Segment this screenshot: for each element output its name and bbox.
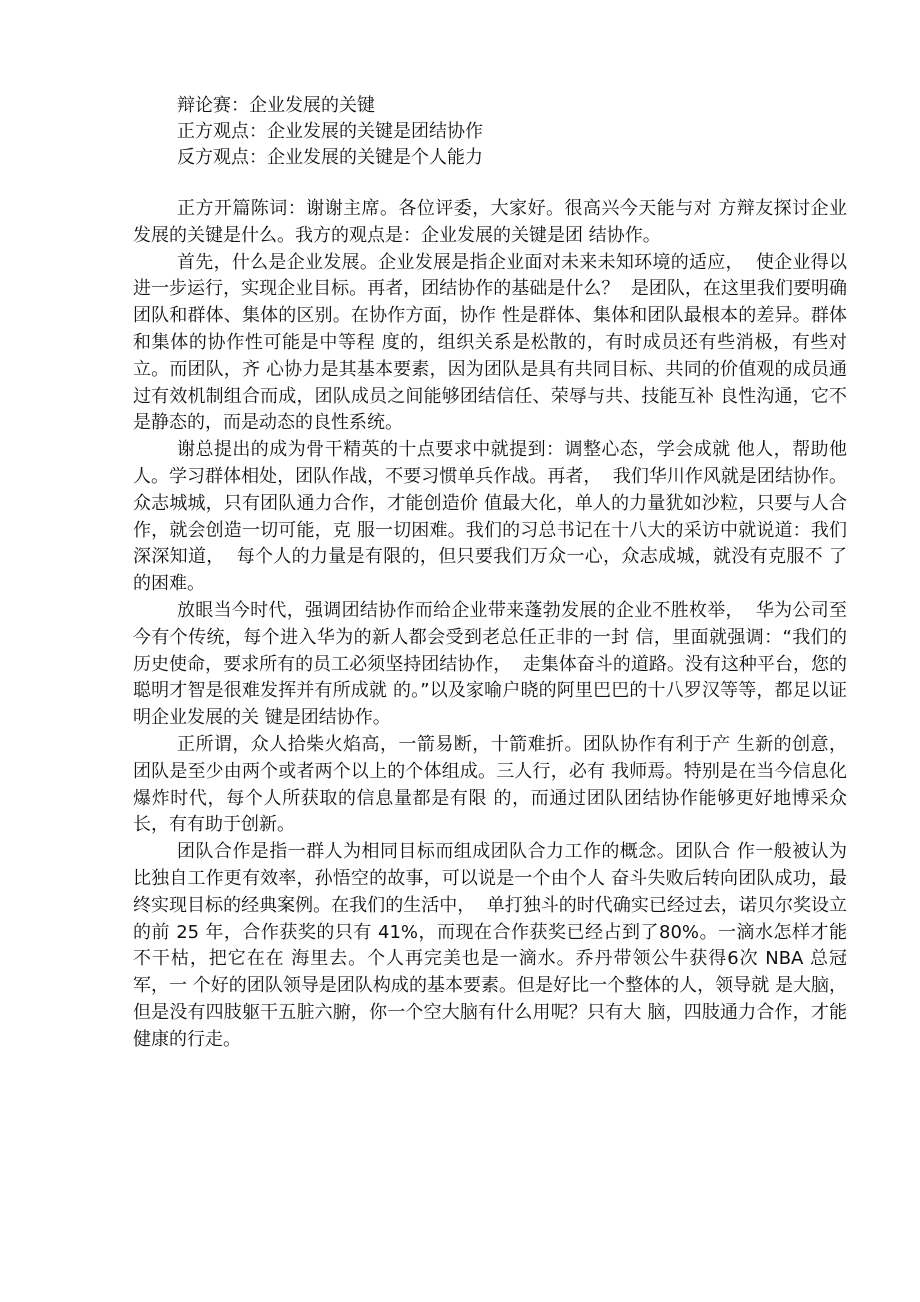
paragraph-definition: 首先，什么是企业发展。企业发展是指企业面对未来未知环境的适应， 使企业得以进一步运行，实现企业目标。再者，团结协作的基础是什么？ 是团队，在这里我们要明确团队和群体、集体的区别。在协作方面，协作 性是群体、集体和团队最根本的差异。群体和集体的协作性可能是中等程 度的，组织关系是松散的，有时成员还有些消极，有些对立。而团队，齐 心协力是其基本要素，因为团队是具有共同目标、共同的价值观的成员通 过有效机制组合而成，团队成员之间能够团结信任、荣辱与共、技能互补 良性沟通，它不是静态的，而是动态的良性系统。	[133, 251, 853, 434]
paragraph-innovation: 正所谓，众人拾柴火焰高，一箭易断，十箭难折。团队协作有利于产 生新的创意，团队是至少由两个或者两个以上的个体组成。三人行，必有 我师焉。特别是在当今信息化爆炸时代，每个人所获取的信息量都是有限 的，而通过团队团结协作能够更好地博采众长，有有助于创新。	[133, 733, 847, 836]
paragraph-leadership-quote: 谢总提出的成为骨干精英的十点要求中就提到：调整心态，学会成就 他人，帮助他人。学习群体相处，团队作战，不要习惯单兵作战。再者， 我们华川作风就是团结协作。众志城城，只有团队通力合作，才能创造价 值最大化，单人的力量犹如沙粒，只要与人合作，就会创造一切可能，克 服一切困难。我们的习总书记在十八大的采访中就说道：我们深深知道， 每个人的力量是有限的，但只要我们万众一心，众志成城，就没有克服不 了的困难。	[133, 439, 847, 595]
debate-title: 辩论赛：企业发展的关键	[177, 95, 375, 116]
document-header	[177, 93, 920, 171]
paragraph-opening-statement: 正方开篇陈词：谢谢主席。各位评委，大家好。很高兴今天能与对 方辩友探讨企业发展的关键是什么。我方的观点是：企业发展的关键是团 结协作。	[133, 198, 847, 246]
paragraph-enterprise-examples: 放眼当今时代，强调团结协作而给企业带来蓬勃发展的企业不胜枚举， 华为公司至今有个传统，每个进入华为的新人都会受到老总任正非的一封 信，里面就强调：“我们的历史使命，要求所有的员工必须坚持团结协作， 走集体奋斗的道路。没有这种平台，您的聪明才智是很难发挥并有所成就 的。”以及家喻户晓的阿里巴巴的十八罗汉等等，都足以证明企业发展的关 键是团结协作。	[133, 599, 847, 729]
document-body	[133, 196, 853, 1054]
paragraph-teamwork-concept: 团队合作是指一群人为相同目标而组成团队合力工作的概念。团队合 作一般被认为比独自工作更有效率，孙悟空的故事，可以说是一个由个人 奋斗失败后转向团队成功，最终实现目标的经典案例。在我们的生活中， 单打独斗的时代确实已经过去，诺贝尔奖设立的前 25 年，合作获奖的只有 41%，而现在合作获奖已经占到了80%。一滴水怎样才能不干枯，把它在在 海里去。个人再完美也是一滴水。乔丹带领公牛获得6次 NBA 总冠军，一 个好的团队领导是团队构成的基本要素。但是好比一个整体的人，领导就 是大脑，但是没有四肢躯干五脏六腑，你一个空大脑有什么用呢？只有大 脑，四肢通力合作，才能健康的行走。	[133, 841, 847, 1050]
pro-viewpoint: 正方观点：企业发展的关键是团结协作	[177, 121, 483, 142]
con-viewpoint: 反方观点：企业发展的关键是个人能力	[177, 147, 483, 168]
